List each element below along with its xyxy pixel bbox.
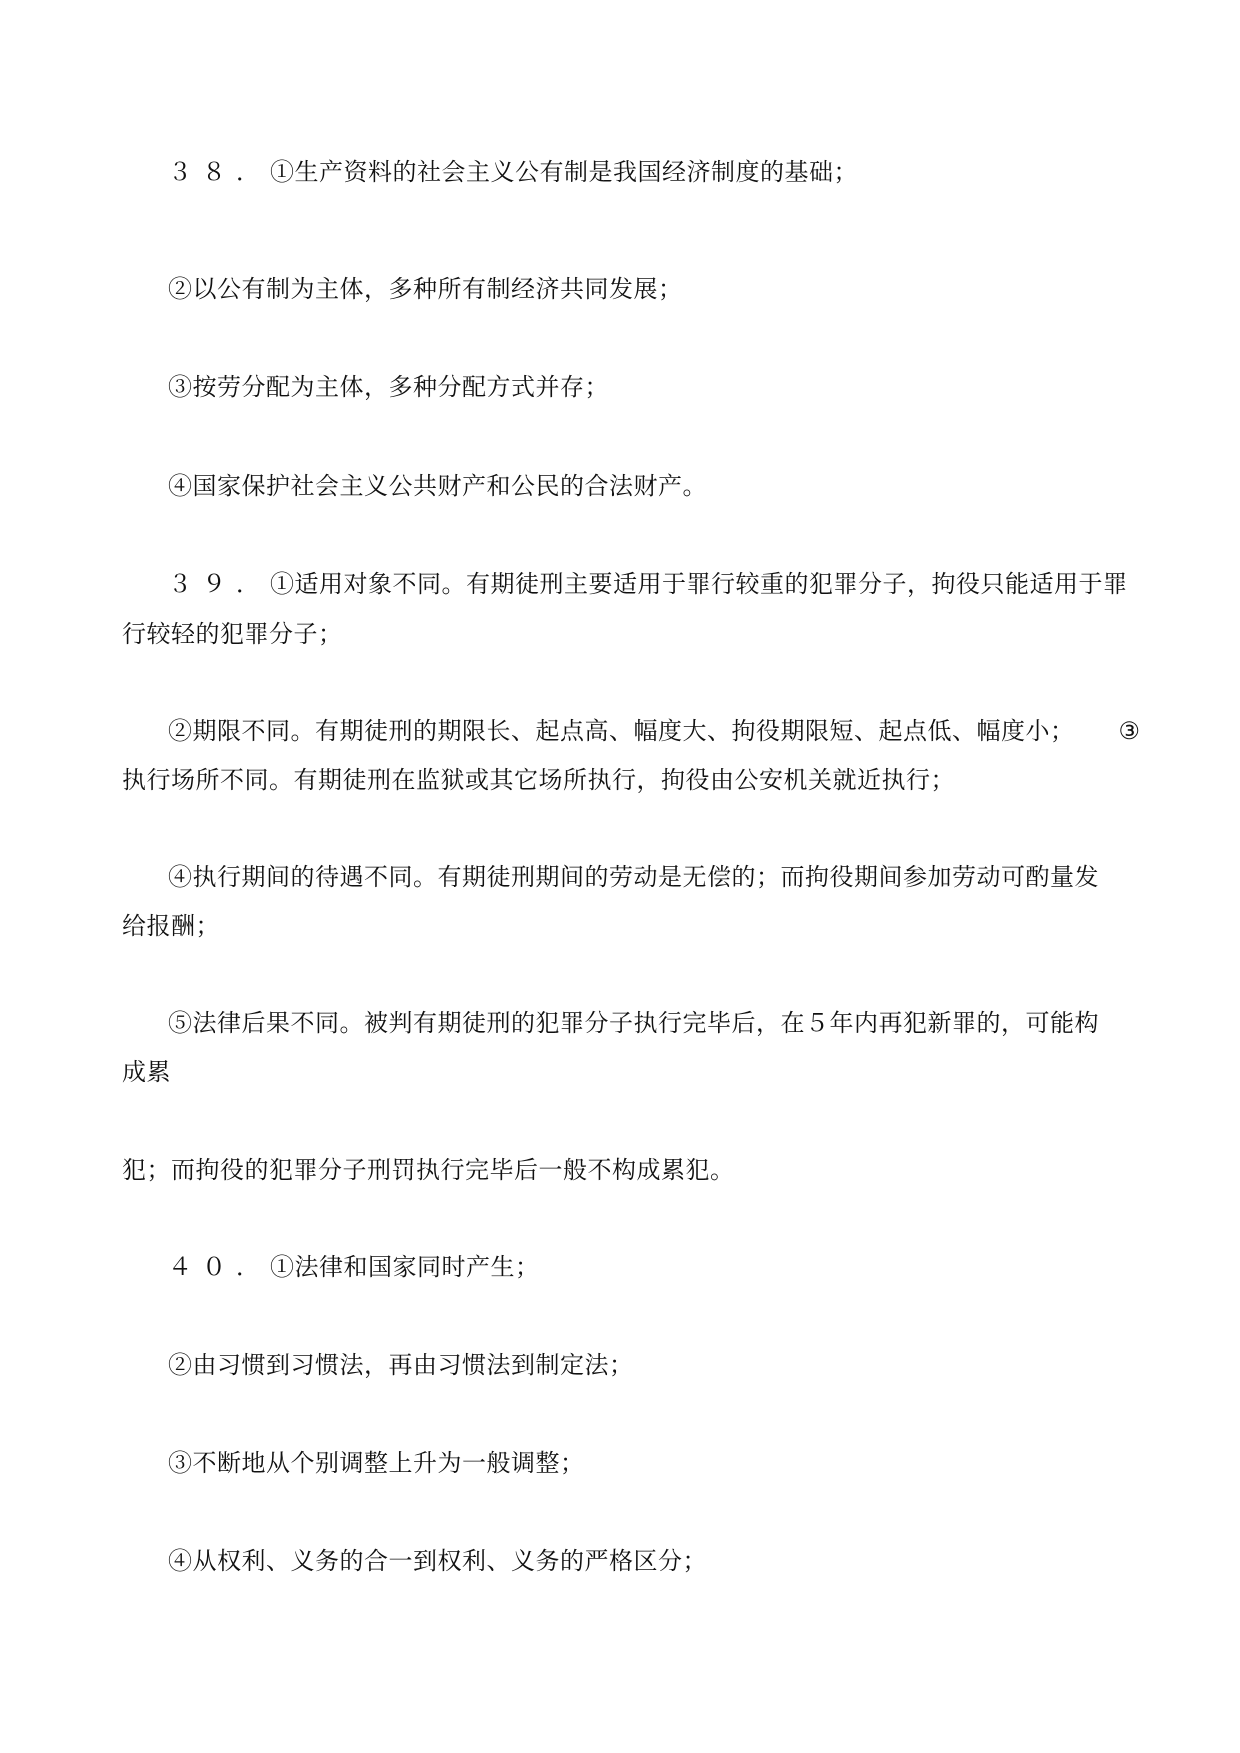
answer-38-line-1 [168,158,858,186]
answer-39-line-3 [168,717,1141,745]
answer-40-line-4 [168,1547,707,1575]
answer-text: ③按劳分配为主体，多种分配方式并存； [168,373,609,401]
answer-text: ①适用对象不同。有期徒刑主要适用于罪行较重的犯罪分子，拘役只能适用于罪 [270,570,1128,598]
answer-text: ③不断地从个别调整上升为一般调整； [168,1449,585,1477]
answer-39-line-9 [122,1156,735,1184]
answer-38-line-2 [168,275,683,303]
answer-text: ⑤法律后果不同。被判有期徒刑的犯罪分子执行完毕后，在５年内再犯新罪的，可能构 [168,1009,1099,1037]
answer-40-line-1 [168,1253,540,1281]
answer-40-line-3 [168,1449,585,1477]
answer-text: 犯；而拘役的犯罪分子刑罚执行完毕后一般不构成累犯。 [122,1156,735,1184]
answer-text: ④执行期间的待遇不同。有期徒刑期间的劳动是无偿的；而拘役期间参加劳动可酌量发 [168,863,1099,891]
answer-38-line-3 [168,373,609,401]
answer-text: 给报酬； [122,912,220,940]
answer-text: ②由习惯到习惯法，再由习惯法到制定法； [168,1351,634,1379]
answer-marker: ③ [1118,717,1141,745]
answer-39-line-5 [168,863,1099,891]
answer-text: ①法律和国家同时产生； [270,1253,540,1281]
answer-40-line-2 [168,1351,634,1379]
answer-39-line-1 [168,570,1128,598]
answer-number: ３９． [168,570,270,598]
answer-39-line-2 [122,620,343,648]
answer-39-line-4 [122,766,955,794]
answer-text: 执行场所不同。有期徒刑在监狱或其它场所执行，拘役由公安机关就近执行； [122,766,955,794]
answer-text: ④国家保护社会主义公共财产和公民的合法财产。 [168,472,707,500]
answer-number: ４０． [168,1253,270,1281]
answer-text: ④从权利、义务的合一到权利、义务的严格区分； [168,1547,707,1575]
answer-text: ②期限不同。有期徒刑的期限长、起点高、幅度大、拘役期限短、起点低、幅度小； [168,717,1075,745]
answer-text: 行较轻的犯罪分子； [122,620,343,648]
answer-text: 成累 [122,1058,171,1086]
answer-39-line-8 [122,1058,171,1086]
answer-text: ②以公有制为主体，多种所有制经济共同发展； [168,275,683,303]
answer-38-line-4 [168,472,707,500]
answer-39-line-7 [168,1009,1099,1037]
answer-text: ①生产资料的社会主义公有制是我国经济制度的基础； [270,158,858,186]
answer-39-line-6 [122,912,220,940]
answer-number: ３８． [168,158,270,186]
